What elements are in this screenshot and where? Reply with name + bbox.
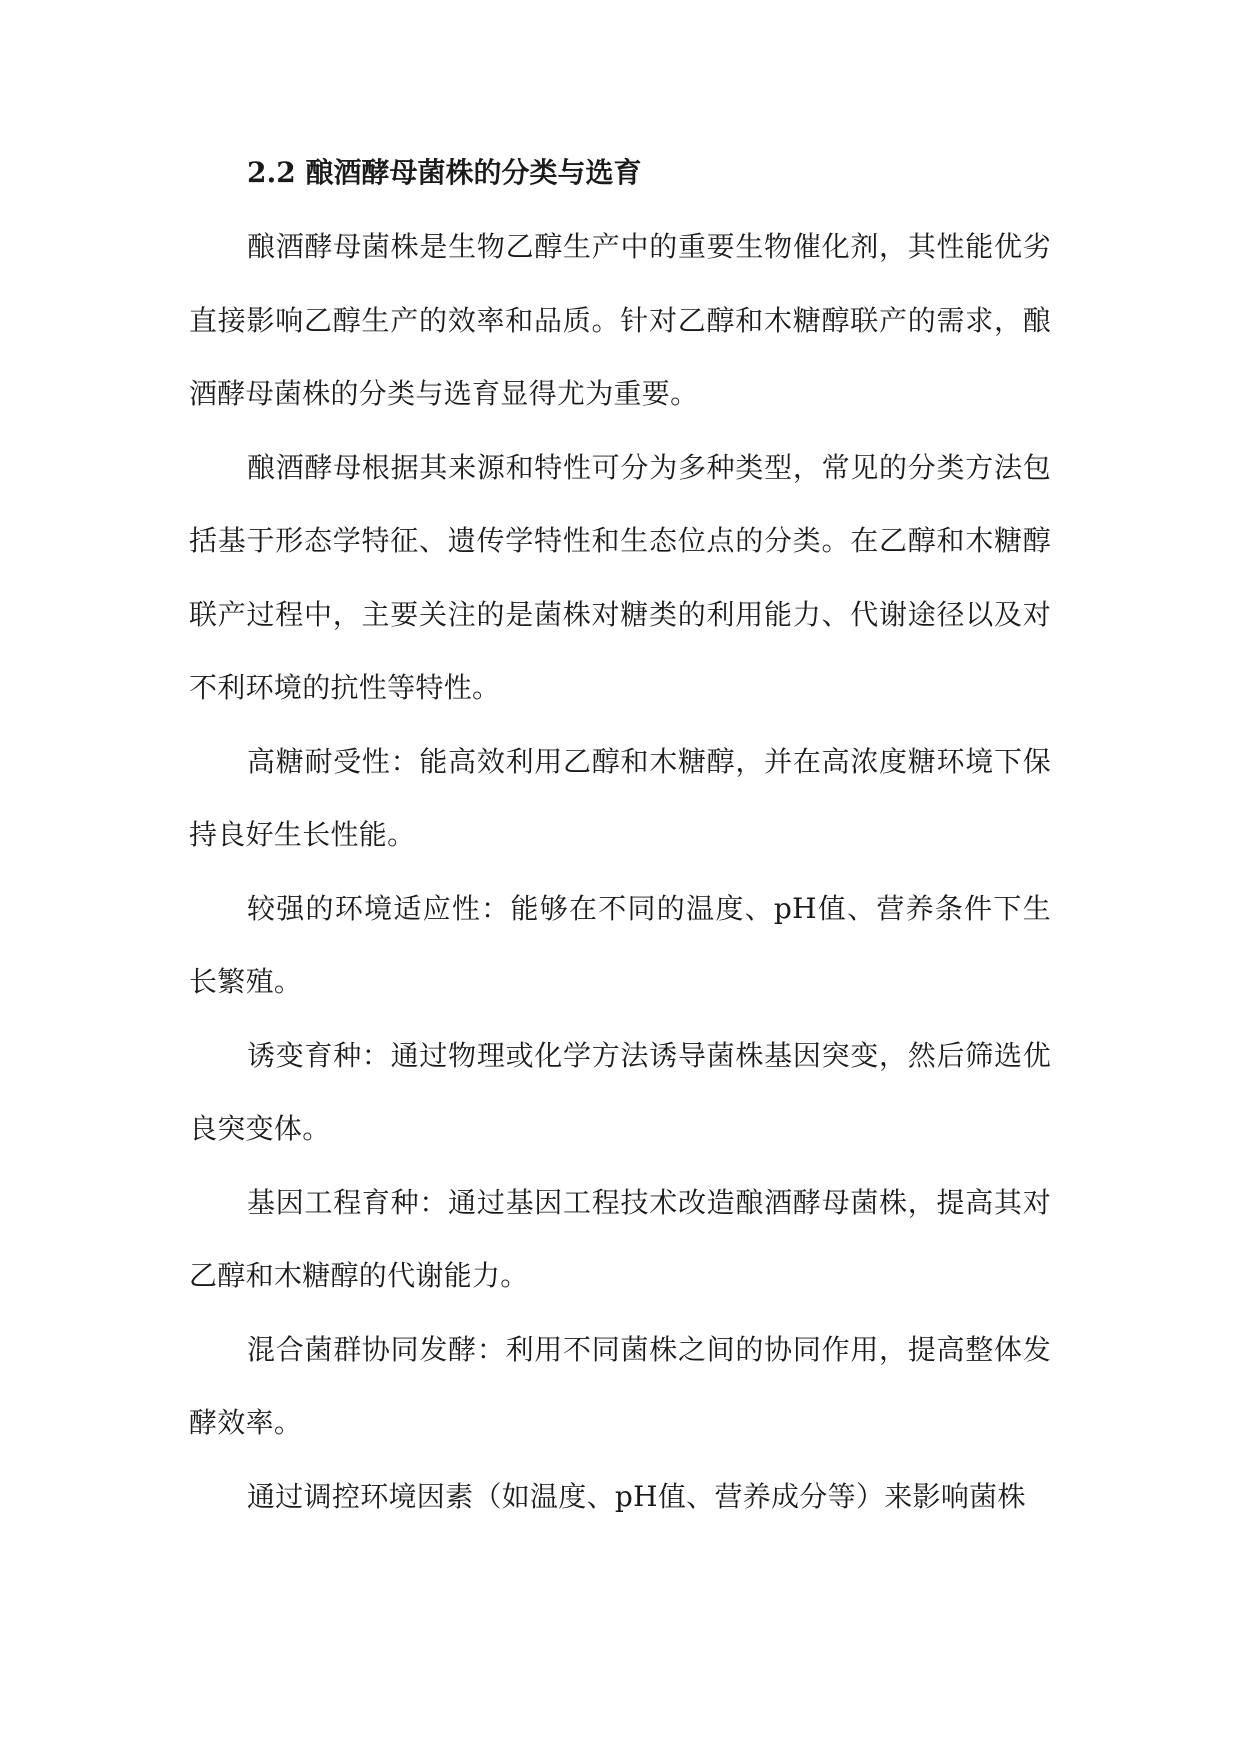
document-body	[189, 145, 1051, 1533]
paragraph-genetic-engineering: 基因工程育种：通过基因工程技术改造酿酒酵母菌株，提高其对乙醇和木糖醇的代谢能力。	[189, 1185, 1051, 1292]
paragraph-classification: 酿酒酵母根据其来源和特性可分为多种类型，常见的分类方法包括基于形态学特征、遗传学特性和生态位点的分类。在乙醇和木糖醇联产过程中，主要关注的是菌株对糖类的利用能力、代谢途径以及对不利环境的抗性等特性。	[189, 450, 1051, 704]
paragraph-mutation-breeding: 诱变育种：通过物理或化学方法诱导菌株基因突变，然后筛选优良突变体。	[189, 1038, 1051, 1145]
section-heading: 2.2 酿酒酵母菌株的分类与选育	[247, 156, 642, 189]
paragraph-adaptability: 较强的环境适应性：能够在不同的温度、pH值、营养条件下生长繁殖。	[189, 891, 1051, 998]
paragraph-strain-importance: 酿酒酵母菌株是生物乙醇生产中的重要生物催化剂，其性能优劣直接影响乙醇生产的效率和品质。针对乙醇和木糖醇联产的需求，酿酒酵母菌株的分类与选育显得尤为重要。	[189, 230, 1051, 410]
paragraph-environment-control: 通过调控环境因素（如温度、pH值、营养成分等）来影响菌株	[247, 1479, 1026, 1513]
paragraph-mixed-culture: 混合菌群协同发酵：利用不同菌株之间的协同作用，提高整体发酵效率。	[189, 1332, 1051, 1439]
paragraph-sugar-tolerance: 高糖耐受性：能高效利用乙醇和木糖醇，并在高浓度糖环境下保持良好生长性能。	[189, 744, 1051, 851]
